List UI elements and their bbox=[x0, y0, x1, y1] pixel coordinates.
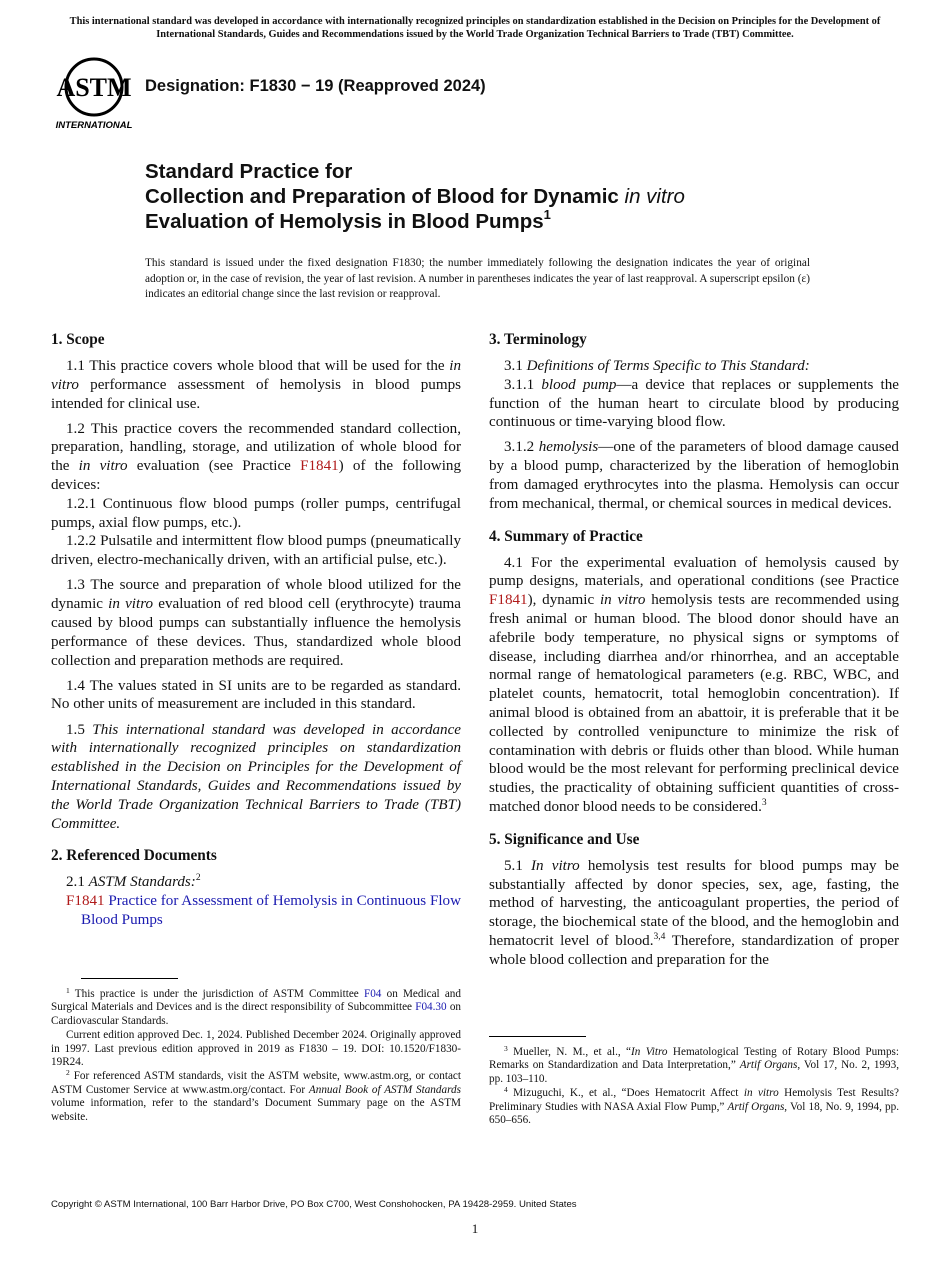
link-f1841[interactable]: F1841 bbox=[300, 458, 339, 475]
footnote-4: $^4$ Mizuguchi, K., et al., “Does Hematocrit Affect in vitro Hemolysis Test Results? Preliminary Studies with NASA Axial Flow Pump,” Artif Organs, Vol 18, No. 9, 1994, pp. 650–656. bbox=[489, 1085, 899, 1127]
page-number: 1 bbox=[471, 1221, 479, 1236]
title-line-2: Collection and Preparation of Blood for Dynamic in vitro bbox=[145, 185, 685, 208]
left-column bbox=[51, 330, 461, 936]
issue-note: This standard is issued under the fixed designation F1830; the number immediately following the designation indicates the year of original adoption or, in the case of revision, the year of last revision. A number in parentheses indicates the year of last reapproval. A superscript epsilon (ε) indicates an editorial change since the last revision or reapproval. bbox=[145, 257, 810, 300]
copyright: Copyright © ASTM International, 100 Barr Harbor Drive, PO Box C700, West Conshohocken, PA 19428-2959. United States bbox=[51, 1199, 577, 1210]
right-column bbox=[489, 330, 899, 976]
section-heading-terminology: 3. Terminology bbox=[489, 331, 587, 348]
top-note: This international standard was developed in accordance with internationally recognized principles on standardization established in the Decision on Principles for the Development of International Standards, Guides and Recommendations issued by the World Trade Organization Technical Barriers to Trade (TBT) Committee. bbox=[69, 16, 881, 40]
paragraph-4-1: 4.1 For the experimental evaluation of hemolysis caused by pump designs, materials, and operational conditions (see Practice F1841), dynamic in vitro hemolysis tests are recommended using fresh animal or human blood. The blood donor should have an afebrile body temperature, no physical signs or symptoms of disease, including diarrhea and/or rhinorrhea, and an acceptable normal range of hematological parameters (e.g. RBC, WBC, and platelet counts, hematocrit, total hemoglobin concentration). If animal blood is obtained from an abattoir, it is preferable that it be collected by controlled venipuncture to minimize the risk of contamination with debris or fluids other than blood. While human blood would be the most relevant for performing preclinical device studies, the practicality of obtaining sufficient quantities of cross-matched donor blood needs to be considered.$^3$ bbox=[489, 554, 899, 816]
paragraph-1-3: 1.3 The source and preparation of whole blood utilized for the dynamic in vitro evaluation of red blood cell (erythrocyte) trauma caused by blood pumps can substantially influence the hemolysis performance of these devices. Thus, standardized whole blood collection and preparation methods are required. bbox=[51, 577, 461, 669]
section-heading-significance: 5. Significance and Use bbox=[489, 830, 640, 848]
link-f1841-summary[interactable]: F1841 bbox=[489, 592, 528, 609]
paragraph-1-4: 1.4 The values stated in SI units are to be regarded as standard. No other units of measurement are included in this standard. bbox=[51, 677, 461, 713]
footnotes-right bbox=[489, 1046, 899, 1128]
document-title bbox=[145, 159, 905, 234]
title-line-1: Standard Practice for bbox=[145, 160, 353, 183]
paragraph-3-1-2: 3.1.2 hemolysis—one of the parameters of blood damage caused by a blood pump, characterized by the liberation of hemoglobin from damaged erythrocytes into the plasma. Hemolysis can occur from mechanical, thermal, or chemical sources in medical devices. bbox=[489, 439, 899, 512]
title-line-3: Evaluation of Hemolysis in Blood Pumps$^1$ bbox=[145, 207, 551, 233]
footnote-rule-right bbox=[489, 1036, 586, 1037]
logo-lettering: ASTM bbox=[56, 73, 132, 102]
paragraph-3-1-1: 3.1.1 blood pump—a device that replaces or supplements the function of the human heart to circulate blood by producing continuous or time-varying blood flow. bbox=[489, 376, 900, 431]
footnote-2: $^2$ For referenced ASTM standards, visit the ASTM website, www.astm.org, or contact ASTM Customer Service at www.astm.org/contact. For Annual Book of ASTM Standards volume information, refer to the standard’s Document Summary page on the ASTM website. bbox=[51, 1068, 461, 1123]
paragraph-2-1: 2.1 ASTM Standards:$^2$ bbox=[66, 873, 201, 891]
link-f04[interactable]: F04 bbox=[363, 988, 382, 1000]
footnotes-left bbox=[51, 988, 461, 1125]
footnote-rule-left bbox=[81, 978, 178, 979]
link-f04-30[interactable]: F04.30 bbox=[415, 1001, 447, 1014]
paragraph-3-1: 3.1 Definitions of Terms Specific to This Standard: bbox=[504, 358, 810, 374]
paragraph-1-2: 1.2 This practice covers the recommended standard collection, preparation, handling, storage, and utilization of whole blood for the in vitro evaluation (see Practice F1841) of the following devices: bbox=[51, 420, 461, 494]
paragraph-1-2-1: 1.2.1 Continuous flow blood pumps (roller pumps, centrifugal pumps, axial flow pumps, etc.). bbox=[51, 495, 461, 531]
section-heading-referenced-documents: 2. Referenced Documents bbox=[51, 847, 217, 865]
footnote-3: $^3$ Mueller, N. M., et al., “In Vitro Hematological Testing of Rotary Blood Pumps: Remarks on Standardization and Data Interpretation,” Artif Organs, Vol 17, No. 2, 1993, pp. 103–110. bbox=[489, 1044, 900, 1085]
paragraph-1-5: 1.5 This international standard was developed in accordance with internationally recognized principles on standardization established in the Decision on Principles for the Development of International Standards, Guides and Recommendations issued by the World Trade Organization Technical Barriers to Trade (TBT) Committee. bbox=[51, 721, 462, 832]
footnote-1: $^1$ This practice is under the jurisdiction of ASTM Committee F04 on Medical and Surgical Materials and Devices and is the direct responsibility of Subcommittee F04.30 on Cardiovascular Standards. bbox=[51, 986, 462, 1027]
astm-logo bbox=[52, 56, 136, 132]
designation: Designation: F1830 − 19 (Reapproved 2024) bbox=[145, 77, 486, 95]
paragraph-1-1: 1.1 This practice covers whole blood that will be used for the in vitro performance assessment of hemolysis in blood pumps intended for clinical use. bbox=[51, 358, 461, 412]
footnote-1-edition: Current edition approved Dec. 1, 2024. Published December 2024. Originally approved in 1997. Last previous edition approved in 2019 as F1830 – 19. DOI: 10.1520/F1830-19R24. bbox=[51, 1029, 461, 1069]
section-heading-scope: 1. Scope bbox=[51, 331, 105, 348]
reference-entry-f1841[interactable]: F1841 Practice for Assessment of Hemolysis in Continuous Flow Blood Pumps bbox=[66, 893, 461, 928]
paragraph-1-2-2: 1.2.2 Pulsatile and intermittent flow blood pumps (pneumatically driven, electro-mechanically driven, with an artificial pulse, etc.). bbox=[51, 533, 461, 569]
section-heading-summary: 4. Summary of Practice bbox=[489, 527, 643, 545]
logo-text: INTERNATIONAL bbox=[55, 120, 133, 131]
paragraph-5-1: 5.1 In vitro hemolysis test results for blood pumps may be substantially affected by donor species, sex, age, fasting, the method of harvesting, the anticoagulant properties, the period of storage, the biochemical state of the blood, and the hemoglobin and hematocrit level of blood.$^{3,4}$ Therefore, standardization of proper whole blood collection and preparation for the bbox=[489, 857, 900, 968]
